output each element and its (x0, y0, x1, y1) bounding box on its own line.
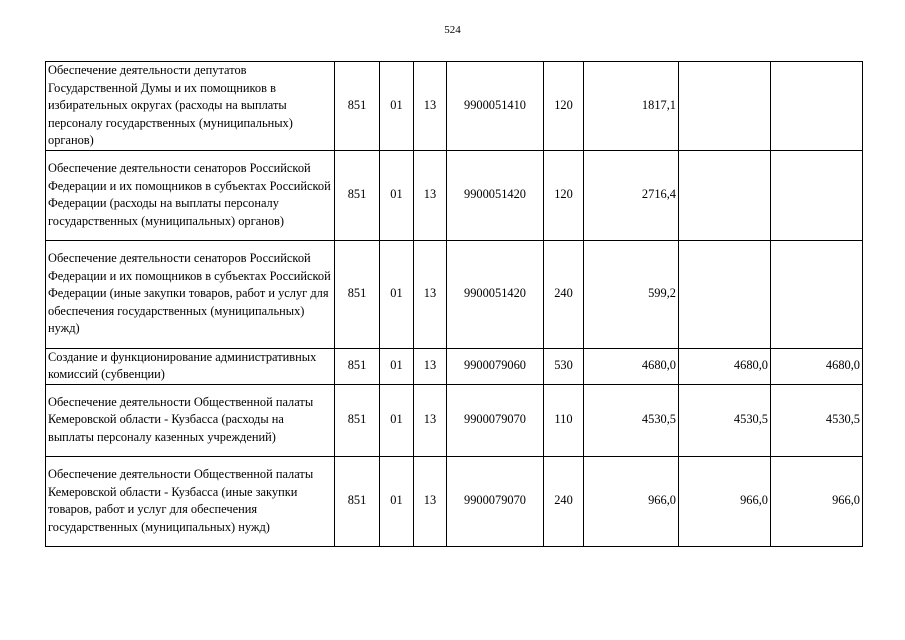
subsection-code-cell: 13 (414, 150, 447, 240)
subsection-code-cell: 13 (414, 348, 447, 384)
amount-year-3-cell (771, 150, 863, 240)
subsection-code-cell: 13 (414, 240, 447, 348)
section-code-cell: 01 (380, 62, 414, 151)
amount-year-2-cell: 4680,0 (679, 348, 771, 384)
table-row (46, 456, 863, 546)
subsection-code-cell: 13 (414, 456, 447, 546)
amount-year-3-cell: 966,0 (771, 456, 863, 546)
expense-name-cell: Создание и функционирование административных комиссий (субвенции) (46, 348, 335, 384)
expense-type-cell: 120 (544, 62, 584, 151)
table-row (46, 62, 863, 151)
amount-year-3-cell (771, 62, 863, 151)
expense-type-cell: 530 (544, 348, 584, 384)
amount-year-1-cell: 966,0 (584, 456, 679, 546)
amount-year-2-cell: 966,0 (679, 456, 771, 546)
expense-name-cell: Обеспечение деятельности Общественной палаты Кемеровской области - Кузбасса (расходы на выплаты персоналу казенных учреждений) (46, 384, 335, 456)
admin-code-cell: 851 (335, 456, 380, 546)
admin-code-cell: 851 (335, 384, 380, 456)
expense-name-cell: Обеспечение деятельности сенаторов Российской Федерации и их помощников в субъектах Российской Федерации (иные закупки товаров, работ и услуг для обеспечения государственных (муниципальных) нужд) (46, 240, 335, 348)
target-article-cell: 9900079070 (447, 456, 544, 546)
amount-year-1-cell: 1817,1 (584, 62, 679, 151)
table-row (46, 348, 863, 384)
amount-year-2-cell: 4530,5 (679, 384, 771, 456)
amount-year-2-cell (679, 62, 771, 151)
target-article-cell: 9900079060 (447, 348, 544, 384)
amount-year-3-cell: 4680,0 (771, 348, 863, 384)
expense-type-cell: 120 (544, 150, 584, 240)
expense-name-cell: Обеспечение деятельности депутатов Государственной Думы и их помощников в избирательных округах (расходы на выплаты персоналу государственных (муниципальных) органов) (46, 62, 335, 151)
expense-name-cell: Обеспечение деятельности сенаторов Российской Федерации и их помощников в субъектах Российской Федерации (расходы на выплаты персоналу государственных (муниципальных) органов) (46, 150, 335, 240)
expense-type-cell: 240 (544, 456, 584, 546)
table-body (46, 62, 863, 547)
amount-year-1-cell: 599,2 (584, 240, 679, 348)
amount-year-1-cell: 4530,5 (584, 384, 679, 456)
expense-type-cell: 240 (544, 240, 584, 348)
admin-code-cell: 851 (335, 150, 380, 240)
amount-year-2-cell (679, 240, 771, 348)
section-code-cell: 01 (380, 240, 414, 348)
amount-year-3-cell: 4530,5 (771, 384, 863, 456)
expense-type-cell: 110 (544, 384, 584, 456)
table-row (46, 384, 863, 456)
amount-year-3-cell (771, 240, 863, 348)
amount-year-2-cell (679, 150, 771, 240)
subsection-code-cell: 13 (414, 62, 447, 151)
target-article-cell: 9900051420 (447, 150, 544, 240)
table-row (46, 150, 863, 240)
section-code-cell: 01 (380, 384, 414, 456)
target-article-cell: 9900051420 (447, 240, 544, 348)
target-article-cell: 9900079070 (447, 384, 544, 456)
page-number: 524 (444, 24, 461, 36)
table-row (46, 240, 863, 348)
expense-name-cell: Обеспечение деятельности Общественной палаты Кемеровской области - Кузбасса (иные закупки товаров, работ и услуг для обеспечения государственных (муниципальных) нужд) (46, 456, 335, 546)
admin-code-cell: 851 (335, 240, 380, 348)
section-code-cell: 01 (380, 348, 414, 384)
budget-table (45, 61, 863, 547)
amount-year-1-cell: 2716,4 (584, 150, 679, 240)
admin-code-cell: 851 (335, 348, 380, 384)
section-code-cell: 01 (380, 456, 414, 546)
target-article-cell: 9900051410 (447, 62, 544, 151)
subsection-code-cell: 13 (414, 384, 447, 456)
admin-code-cell: 851 (335, 62, 380, 151)
section-code-cell: 01 (380, 150, 414, 240)
amount-year-1-cell: 4680,0 (584, 348, 679, 384)
